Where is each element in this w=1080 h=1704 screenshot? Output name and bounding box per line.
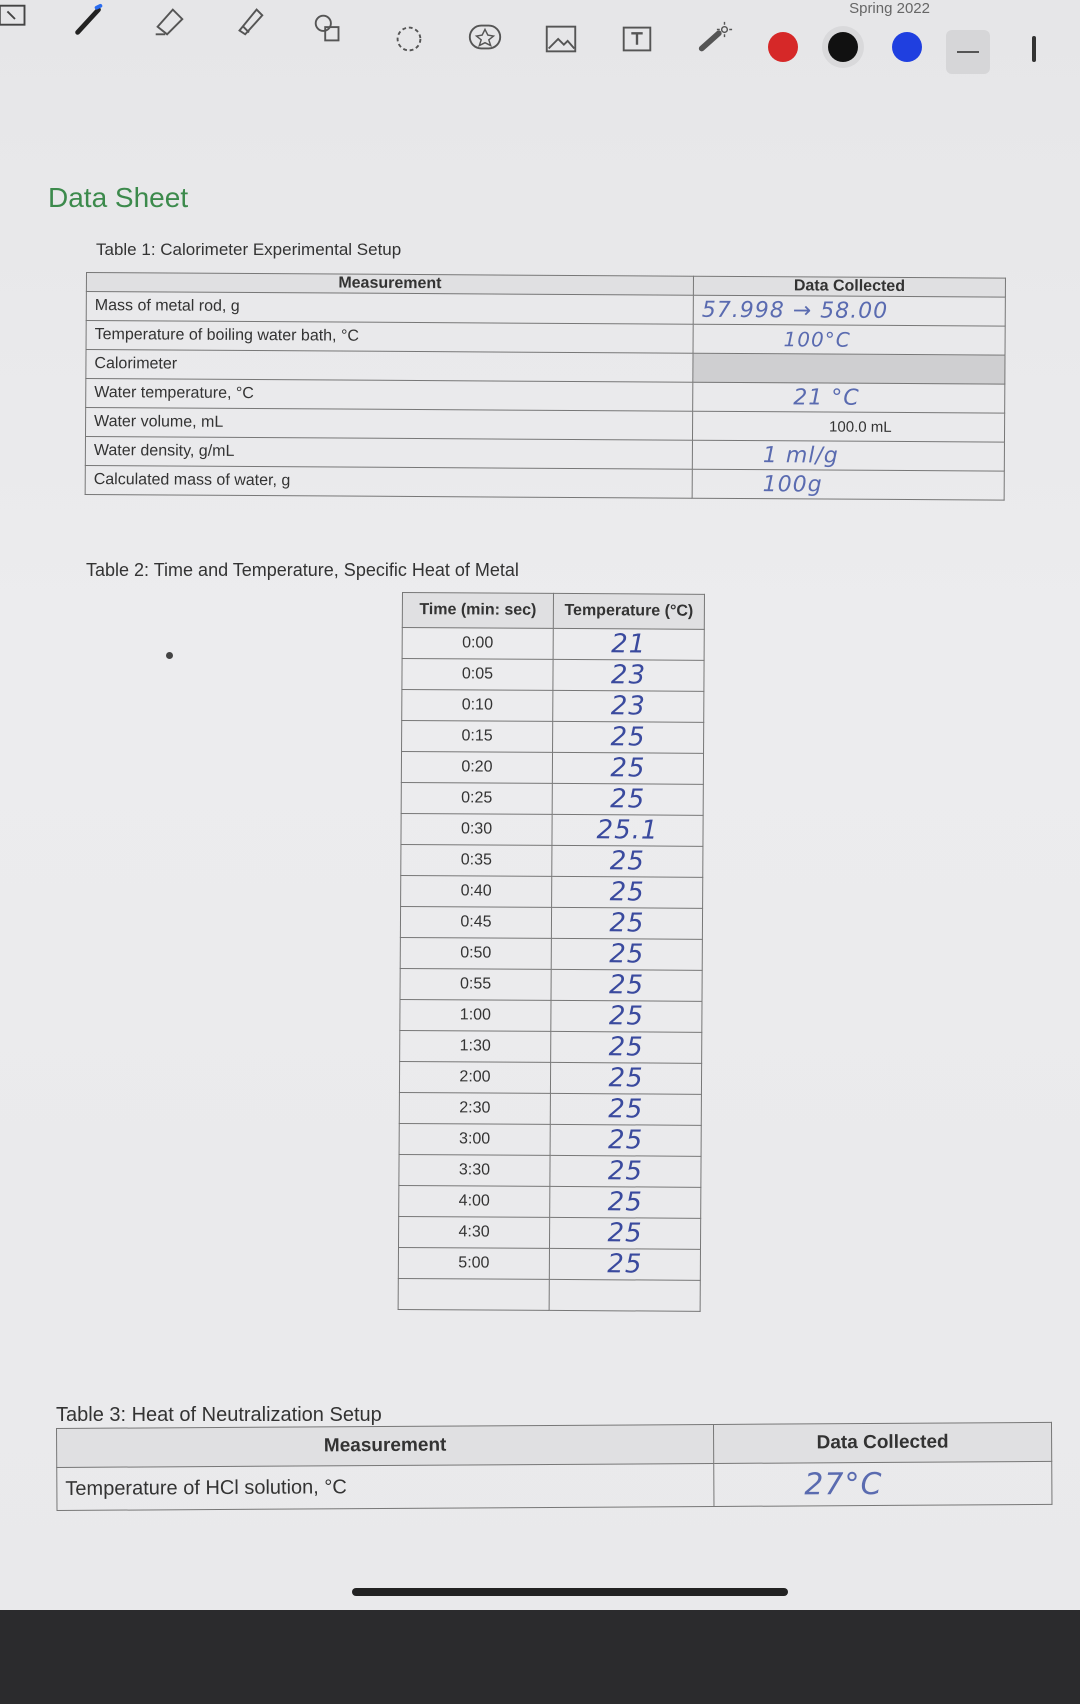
temperature-cell: 25	[552, 845, 703, 877]
table-row	[400, 937, 702, 970]
temperature-cell: 21	[553, 628, 704, 660]
home-indicator[interactable]	[352, 1588, 788, 1596]
heat-neutralization-table	[56, 1422, 1052, 1511]
temperature-cell: 25	[550, 1186, 701, 1218]
temperature-cell: 23	[553, 659, 704, 691]
table-row	[401, 875, 703, 908]
table2-caption: Table 2: Time and Temperature, Specific Heat of Metal	[86, 560, 519, 580]
measurement-header: Measurement	[57, 1424, 714, 1467]
header-text: Spring 2022	[849, 0, 930, 17]
measurement-cell: Mass of metal rod, g	[86, 292, 693, 325]
thin-stroke-button[interactable]	[946, 30, 990, 74]
time-cell	[398, 1278, 549, 1310]
time-cell: 0:50	[400, 937, 551, 969]
value-cell: 100g	[692, 469, 1004, 500]
page-title: Data Sheet	[48, 182, 189, 213]
table-row	[402, 721, 704, 754]
measurement-cell: Temperature of HCl solution, °C	[57, 1463, 714, 1510]
time-cell: 1:30	[400, 1030, 551, 1062]
measurement-cell: Water temperature, °C	[86, 379, 693, 412]
value-cell: 100°C	[693, 324, 1005, 355]
highlighter-icon[interactable]	[146, 0, 192, 44]
temperature-cell: 23	[553, 690, 704, 722]
value-cell: 27°C	[714, 1461, 1052, 1506]
text-icon[interactable]	[614, 16, 660, 62]
time-cell: 0:30	[401, 813, 552, 845]
temperature-cell: 25	[551, 969, 702, 1001]
value-cell: 100.0 mL	[692, 411, 1004, 442]
value-cell: 57.998 → 58.00	[693, 295, 1005, 326]
temperature-cell: 25	[551, 1031, 702, 1063]
time-cell: 2:00	[399, 1061, 550, 1093]
time-cell: 4:30	[398, 1216, 549, 1248]
table-row	[398, 1278, 700, 1311]
table-row	[85, 465, 1004, 500]
data-collected-header: Data Collected	[693, 276, 1005, 297]
table-row	[401, 844, 703, 877]
measurement-header: Measurement	[86, 273, 693, 296]
time-cell: 0:55	[400, 968, 551, 1000]
table-header-row	[402, 593, 704, 630]
stray-mark	[166, 652, 173, 659]
temperature-cell: 25	[552, 752, 703, 784]
table-row	[400, 1030, 702, 1063]
time-cell: 3:30	[399, 1154, 550, 1186]
table-row	[401, 752, 703, 785]
time-cell: 0:15	[402, 721, 553, 753]
table-row	[398, 1247, 700, 1280]
table1-caption: Table 1: Calorimeter Experimental Setup	[96, 240, 402, 259]
table3-caption: Table 3: Heat of Neutralization Setup	[56, 1404, 382, 1426]
table-row	[401, 782, 703, 815]
color-red-swatch[interactable]	[768, 32, 798, 62]
time-cell: 0:25	[401, 782, 552, 814]
time-temperature-table	[398, 592, 705, 1312]
time-cell: 0:00	[402, 628, 553, 660]
sticker-icon[interactable]	[462, 14, 508, 60]
value-cell	[693, 353, 1005, 384]
image-icon[interactable]	[538, 16, 584, 62]
table-row	[399, 1061, 701, 1094]
table-row	[400, 968, 702, 1001]
temperature-cell: 25	[550, 1093, 701, 1125]
temperature-cell: 25	[552, 783, 703, 815]
time-cell: 1:00	[400, 999, 551, 1031]
time-cell: 0:40	[401, 875, 552, 907]
value-cell: 1 ml/g	[692, 440, 1004, 471]
value-cell: 21 °C	[693, 382, 1005, 413]
time-cell: 0:10	[402, 690, 553, 722]
table-row	[57, 1461, 1052, 1510]
time-cell: 5:00	[398, 1247, 549, 1279]
table-header-row	[57, 1422, 1052, 1467]
table-row	[399, 1154, 701, 1187]
table-row	[400, 906, 702, 939]
temperature-cell: 25	[550, 1124, 701, 1156]
table-row	[398, 1216, 700, 1249]
temperature-cell: 25	[553, 721, 704, 753]
temperature-cell: 25	[552, 876, 703, 908]
table-row	[402, 690, 704, 723]
time-cell: 3:00	[399, 1123, 550, 1155]
temperature-cell: 25	[551, 907, 702, 939]
time-cell: 0:45	[400, 906, 551, 938]
table-row	[400, 999, 702, 1032]
page-thumbnail-icon[interactable]	[0, 0, 38, 42]
time-cell: 0:20	[401, 752, 552, 784]
table-row	[399, 1123, 701, 1156]
laser-pointer-icon[interactable]	[692, 16, 738, 62]
shapes-icon[interactable]	[386, 16, 432, 62]
color-black-swatch[interactable]	[828, 32, 858, 62]
temperature-cell: 25	[550, 1155, 701, 1187]
measurement-cell: Water volume, mL	[85, 408, 692, 441]
measurement-cell: Water density, g/mL	[85, 437, 692, 470]
table-row	[399, 1185, 701, 1218]
data-collected-header: Data Collected	[713, 1422, 1051, 1463]
temperature-header: Temperature (°C)	[553, 593, 704, 629]
color-blue-swatch[interactable]	[892, 32, 922, 62]
thick-stroke-button[interactable]	[1032, 36, 1036, 62]
measurement-cell: Temperature of boiling water bath, °C	[86, 321, 693, 354]
time-cell: 4:00	[399, 1185, 550, 1217]
lasso-icon[interactable]	[306, 6, 352, 52]
temperature-cell	[549, 1279, 700, 1311]
table-row	[401, 813, 703, 846]
temperature-cell: 25	[550, 1062, 701, 1094]
table-row	[402, 659, 704, 692]
eraser-icon[interactable]	[226, 0, 272, 44]
pen-icon[interactable]	[66, 0, 112, 44]
table-row	[399, 1092, 701, 1125]
measurement-cell: Calorimeter	[86, 350, 693, 383]
temperature-cell: 25	[549, 1248, 700, 1280]
drawing-toolbar	[0, 0, 1080, 90]
temperature-cell: 25.1	[552, 814, 703, 846]
measurement-cell: Calculated mass of water, g	[85, 465, 692, 498]
temperature-cell: 25	[551, 938, 702, 970]
temperature-cell: 25	[551, 1000, 702, 1032]
time-cell: 0:05	[402, 659, 553, 691]
time-header: Time (min: sec)	[402, 593, 553, 629]
time-cell: 2:30	[399, 1092, 550, 1124]
calorimeter-setup-table	[85, 272, 1006, 501]
table-row	[402, 628, 704, 661]
temperature-cell: 25	[549, 1217, 700, 1249]
time-cell: 0:35	[401, 844, 552, 876]
